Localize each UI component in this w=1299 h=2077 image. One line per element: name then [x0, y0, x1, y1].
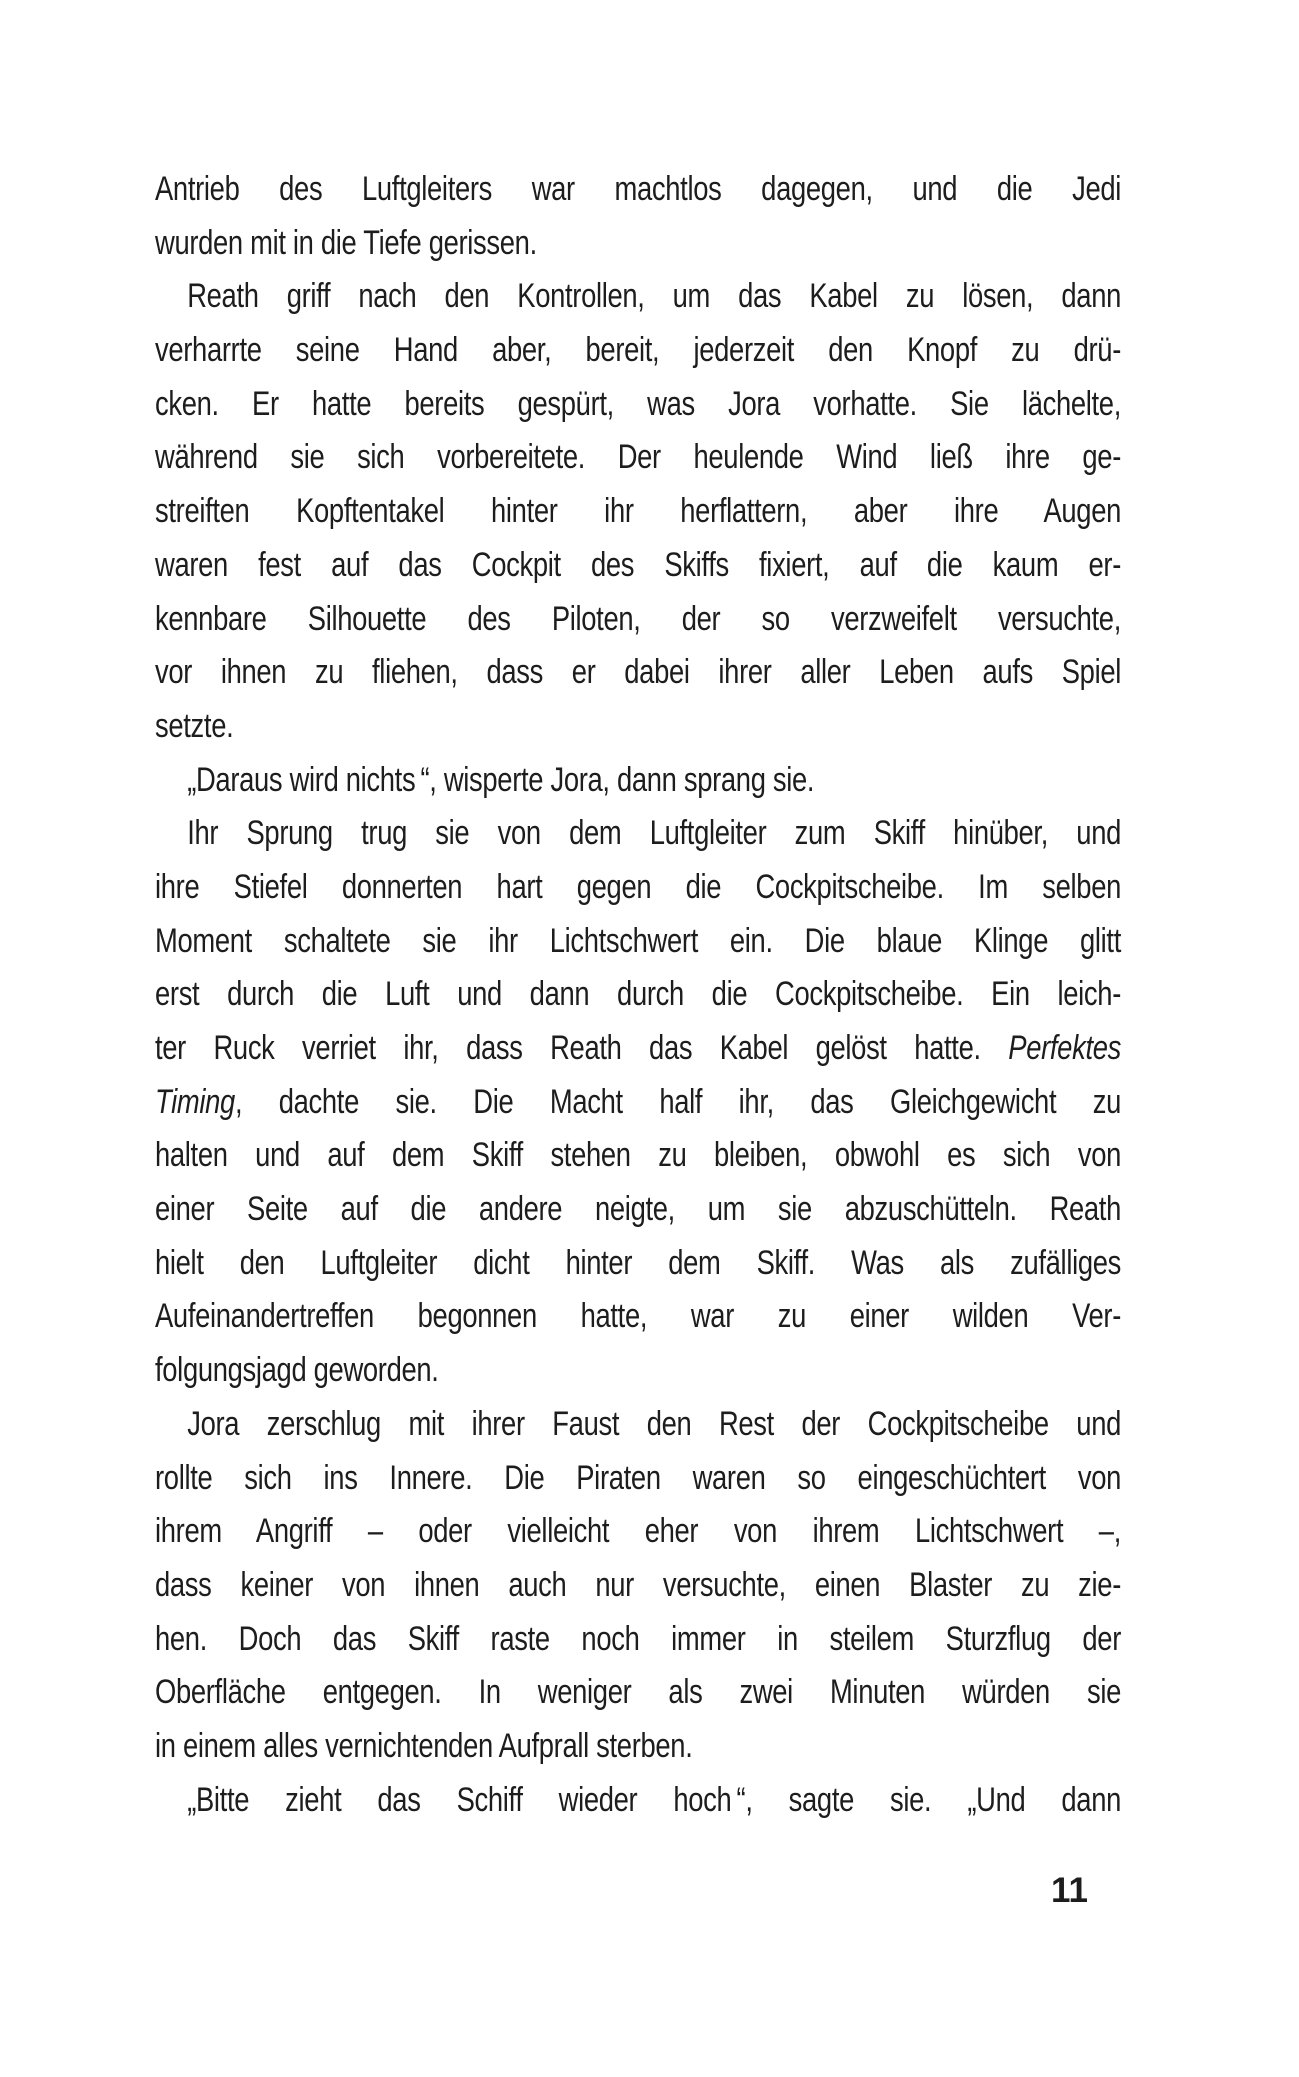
- text-segment: vor ihnen zu fliehen, dass er dabei ihrer aller Leben aufs Spiel: [155, 653, 1121, 692]
- text-line: [155, 700, 1121, 754]
- text-line: [155, 915, 1121, 969]
- text-line: [155, 968, 1121, 1022]
- text-line: [155, 163, 1121, 217]
- text-segment: cken. Er hatte bereits gespürt, was Jora vorhatte. Sie lächelte,: [155, 384, 1121, 423]
- text-segment: verharrte seine Hand aber, bereit, jederzeit den Knopf zu drü-: [155, 331, 1121, 370]
- text-segment: hielt den Luftgleiter dicht hinter dem Skiff. Was als zufälliges: [155, 1243, 1121, 1282]
- text-line: [155, 324, 1121, 378]
- text-segment: streiften Kopftentakel hinter ihr herflattern, aber ihre Augen: [155, 492, 1121, 531]
- text-segment: „Bitte zieht das Schiff wieder hoch “, sagte sie. „Und dann: [187, 1780, 1121, 1819]
- page-number: 11: [1051, 1871, 1088, 1910]
- italic-text-segment: Timing: [155, 1082, 235, 1121]
- text-line: [155, 861, 1121, 915]
- text-line: [155, 539, 1121, 593]
- text-segment: setzte.: [155, 706, 234, 745]
- text-line: [155, 1076, 1121, 1130]
- text-segment: Antrieb des Luftgleiters war machtlos dagegen, und die Jedi: [155, 170, 1121, 208]
- text-segment: wurden mit in die Tiefe gerissen.: [155, 223, 537, 262]
- text-segment: , dachte sie. Die Macht half ihr, das Gleichgewicht zu: [234, 1082, 1122, 1121]
- text-segment: Moment schaltete sie ihr Lichtschwert ein. Die blaue Klinge glitt: [155, 921, 1121, 960]
- text-segment: ter Ruck verriet ihr, dass Reath das Kabel gelöst hatte.: [155, 1029, 1009, 1067]
- text-line: [155, 1398, 1121, 1452]
- text-line: [155, 1452, 1121, 1506]
- text-line: [155, 1129, 1121, 1183]
- text-line: [155, 1774, 1121, 1828]
- text-line: [155, 485, 1121, 539]
- text-line: [155, 1290, 1121, 1344]
- body-text: [155, 163, 1121, 1827]
- text-line: [155, 807, 1121, 861]
- text-line: [155, 378, 1121, 432]
- text-line: [155, 1613, 1121, 1667]
- text-line: [155, 754, 1121, 808]
- text-line: [155, 1237, 1121, 1291]
- text-segment: Ihr Sprung trug sie von dem Luftgleiter zum Skiff hinüber, und: [187, 814, 1121, 853]
- text-line: [155, 1720, 1121, 1774]
- text-segment: halten und auf dem Skiff stehen zu bleiben, obwohl es sich von: [155, 1136, 1121, 1175]
- text-segment: ihre Stiefel donnerten hart gegen die Cockpitscheibe. Im selben: [155, 867, 1121, 906]
- text-segment: folgungsjagd geworden.: [155, 1351, 439, 1390]
- text-segment: in einem alles vernichtenden Aufprall sterben.: [155, 1726, 693, 1765]
- text-line: [155, 217, 1121, 271]
- text-segment: rollte sich ins Innere. Die Piraten waren so eingeschüchtert von: [155, 1458, 1121, 1497]
- text-line: [155, 1505, 1121, 1559]
- text-line: [155, 1344, 1121, 1398]
- text-segment: „Daraus wird nichts “, wisperte Jora, dann sprang sie.: [187, 760, 815, 799]
- text-line: [155, 1183, 1121, 1237]
- text-segment: Jora zerschlug mit ihrer Faust den Rest der Cockpitscheibe und: [187, 1404, 1121, 1443]
- text-segment: kennbare Silhouette des Piloten, der so verzweifelt versuchte,: [155, 599, 1121, 638]
- text-segment: ihrem Angriff – oder vielleicht eher von ihrem Lichtschwert –,: [155, 1512, 1121, 1551]
- text-segment: erst durch die Luft und dann durch die Cockpitscheibe. Ein leich-: [155, 975, 1121, 1014]
- text-segment: Aufeinandertreffen begonnen hatte, war zu einer wilden Ver-: [155, 1297, 1121, 1336]
- italic-text-segment: Perfektes: [1008, 1029, 1121, 1067]
- text-line: [155, 431, 1121, 485]
- text-segment: waren fest auf das Cockpit des Skiffs fixiert, auf die kaum er-: [155, 545, 1121, 584]
- text-segment: während sie sich vorbereitete. Der heulende Wind ließ ihre ge-: [155, 438, 1121, 477]
- text-line: [155, 270, 1121, 324]
- text-line: [155, 646, 1121, 700]
- text-line: [155, 1666, 1121, 1720]
- text-line: [155, 593, 1121, 647]
- text-segment: Oberfläche entgegen. In weniger als zwei Minuten würden sie: [155, 1673, 1121, 1712]
- text-segment: dass keiner von ihnen auch nur versuchte, einen Blaster zu zie-: [155, 1565, 1121, 1604]
- text-segment: Reath griff nach den Kontrollen, um das Kabel zu lösen, dann: [187, 277, 1121, 316]
- text-segment: hen. Doch das Skiff raste noch immer in steilem Sturzflug der: [155, 1619, 1121, 1658]
- text-line: [155, 1559, 1121, 1613]
- text-segment: einer Seite auf die andere neigte, um sie abzuschütteln. Reath: [155, 1190, 1121, 1229]
- text-line: [155, 1022, 1121, 1076]
